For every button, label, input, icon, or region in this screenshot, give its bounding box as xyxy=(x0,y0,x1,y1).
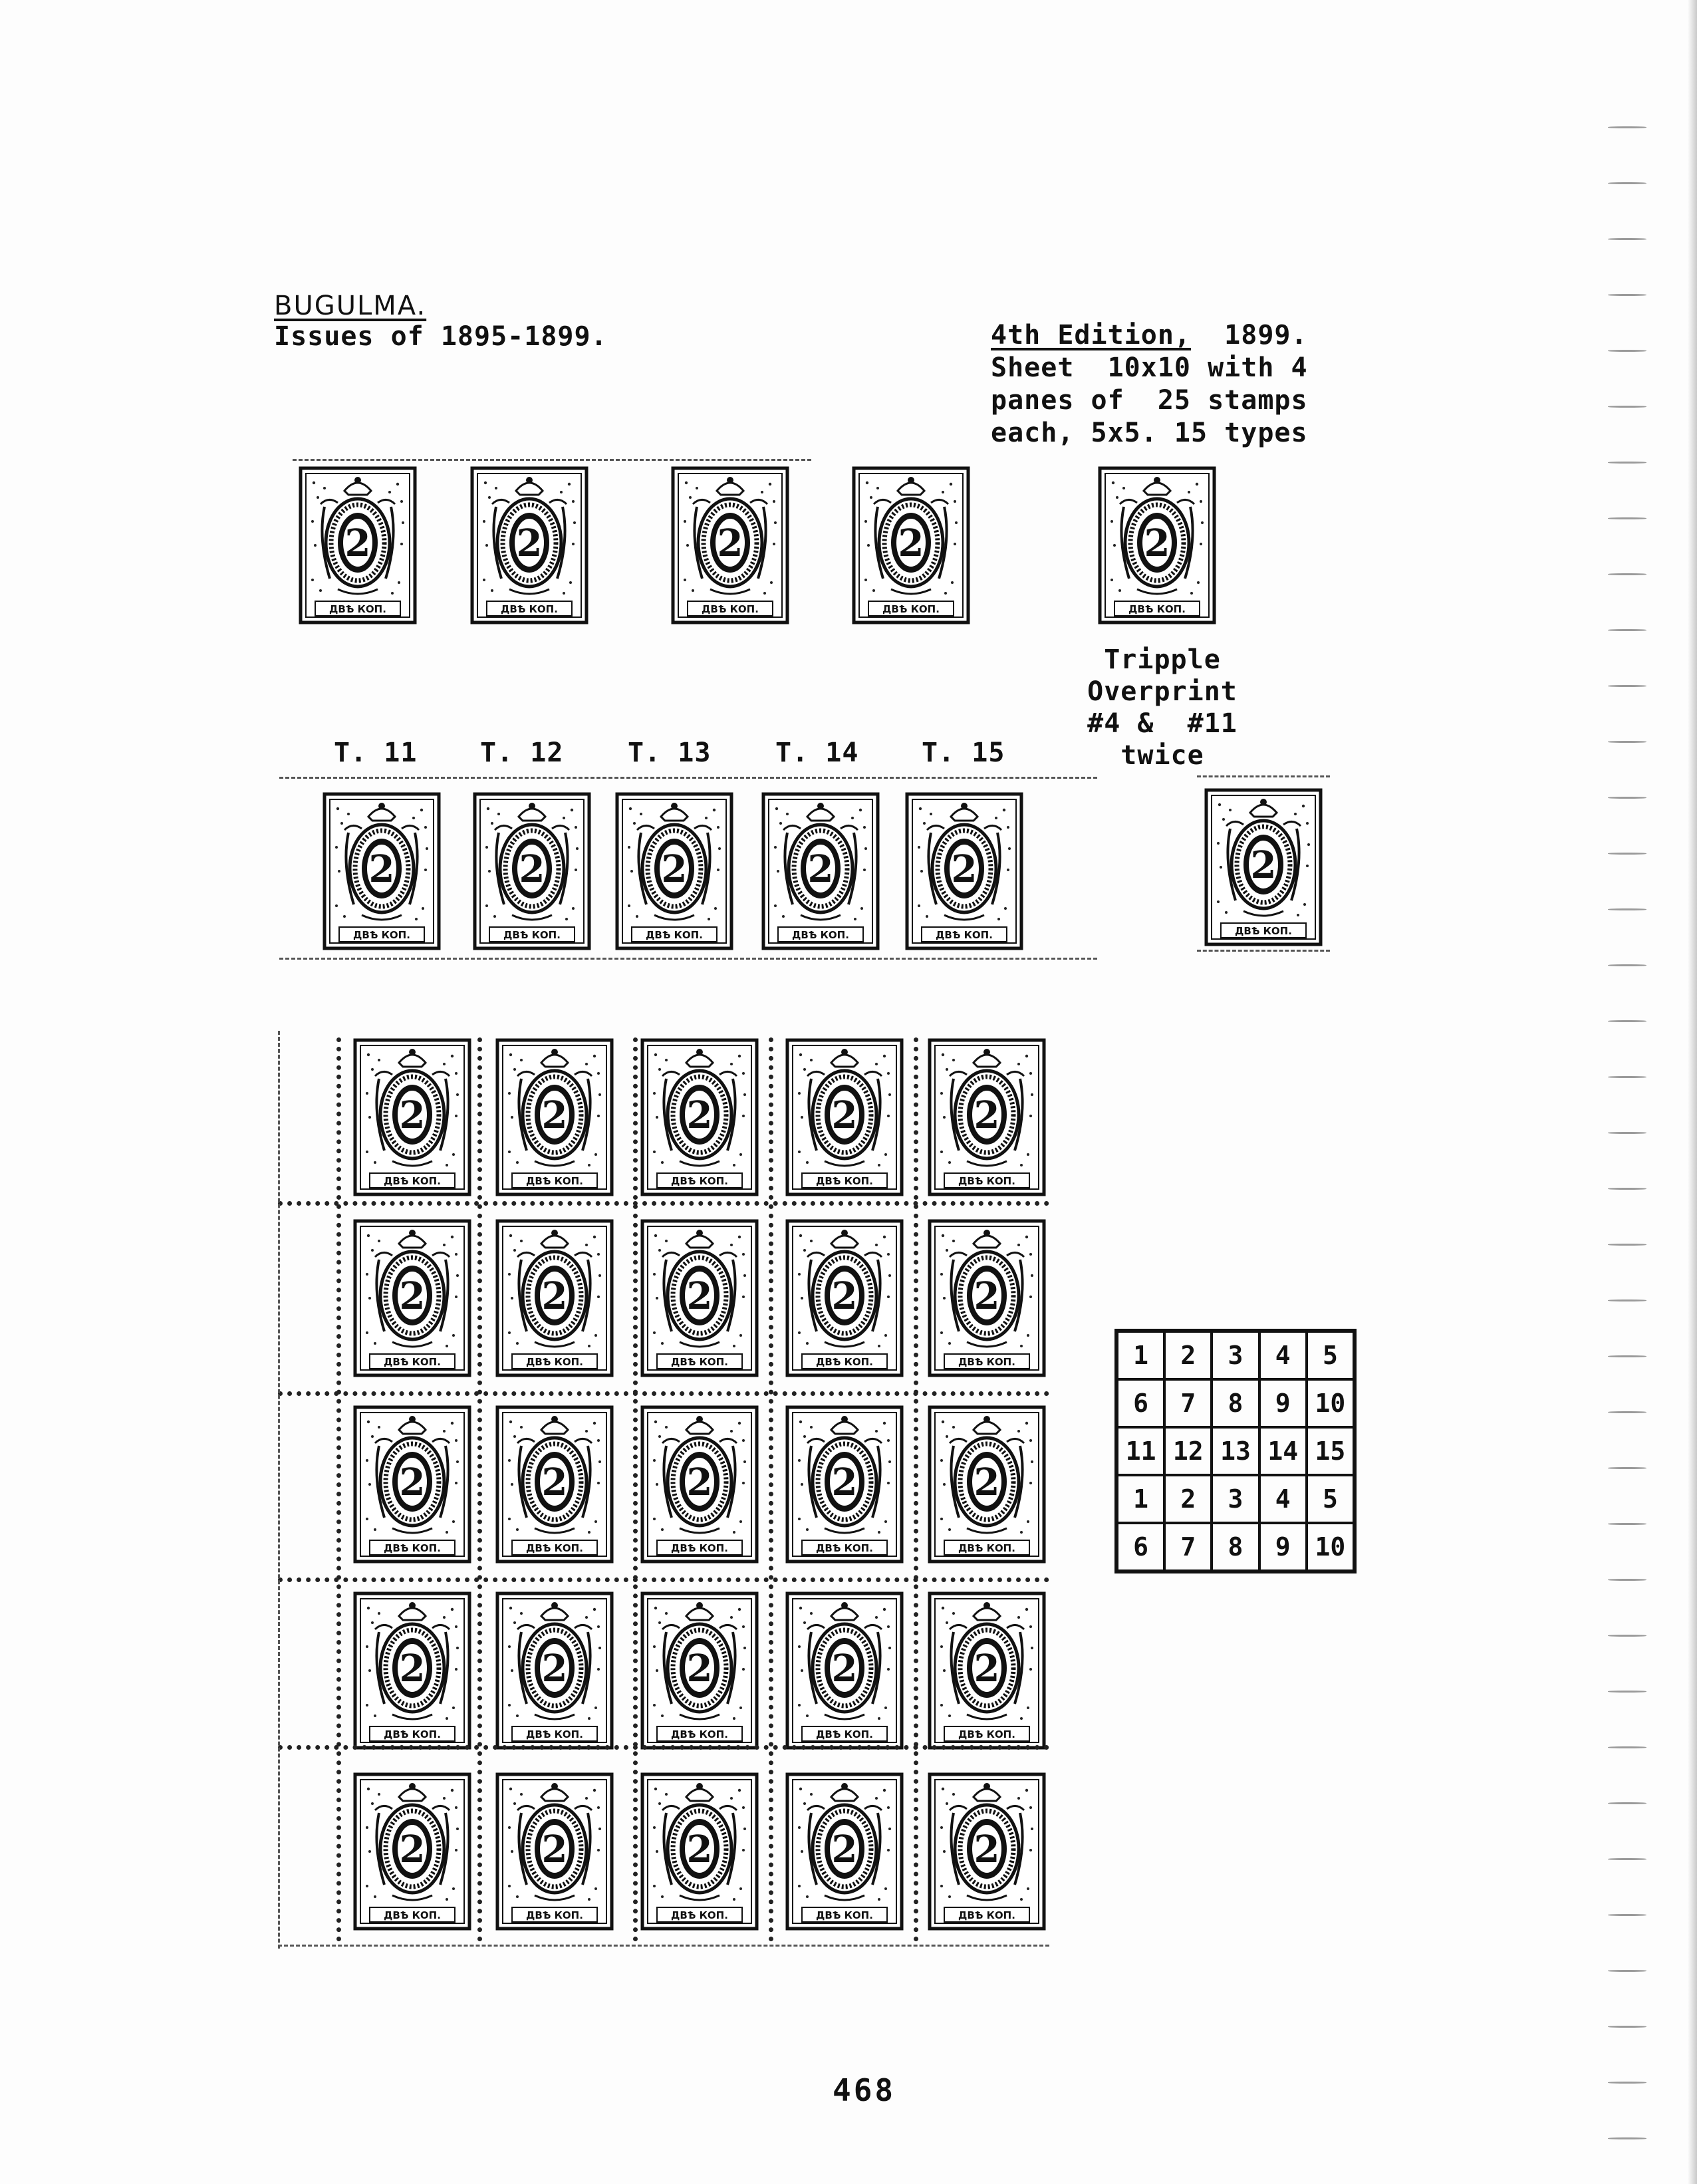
type-grid-cell: 3 xyxy=(1212,1475,1259,1523)
stamp-caption: ДВѢ КОП. xyxy=(671,1356,728,1368)
pane-stamp xyxy=(495,1037,614,1197)
stamp-type xyxy=(472,791,592,951)
stamp-type xyxy=(761,791,880,951)
stamp-denomination: 2 xyxy=(831,1647,858,1691)
stamp-artwork xyxy=(761,791,880,951)
stamp-caption: ДВѢ КОП. xyxy=(1235,925,1292,937)
stamp-denomination: 2 xyxy=(516,521,543,565)
stamp-artwork xyxy=(904,791,1024,951)
type-label: T. 15 xyxy=(922,738,1005,768)
stamp-denomination: 2 xyxy=(661,847,688,891)
stamp-caption: ДВѢ КОП. xyxy=(958,1542,1015,1554)
stamp-artwork xyxy=(614,791,734,951)
binder-tick xyxy=(1608,2137,1646,2139)
stamp-denomination: 2 xyxy=(344,521,371,565)
type-position-grid xyxy=(1114,1329,1357,1573)
stamp-artwork xyxy=(927,1218,1047,1378)
stamp-denomination: 2 xyxy=(399,1274,426,1318)
pane-stamp xyxy=(640,1037,759,1197)
stamp-caption: ДВѢ КОП. xyxy=(384,1909,441,1921)
stamp-denomination: 2 xyxy=(831,1274,858,1318)
edition-name: 4th Edition, xyxy=(991,320,1191,350)
type-grid-cell: 6 xyxy=(1117,1523,1164,1571)
overprint-edge-top xyxy=(1197,775,1330,777)
stamp-artwork xyxy=(1097,466,1217,625)
stamp-denomination: 2 xyxy=(399,1460,426,1504)
page-title: BUGULMA. xyxy=(274,291,427,321)
stamp-caption: ДВѢ КОП. xyxy=(526,1175,583,1187)
stamp-caption: ДВѢ КОП. xyxy=(882,603,940,615)
stamp-artwork xyxy=(495,1591,614,1750)
stamp-artwork xyxy=(851,466,971,625)
type-label: T. 14 xyxy=(775,738,859,768)
type-grid-cell: 3 xyxy=(1212,1331,1259,1379)
binder-tick xyxy=(1608,1299,1646,1301)
stamp-caption: ДВѢ КОП. xyxy=(329,603,386,615)
stamp-denomination: 2 xyxy=(519,847,545,891)
stamp-artwork xyxy=(640,1037,759,1197)
stamp-caption: ДВѢ КОП. xyxy=(646,929,703,941)
stamp-single xyxy=(851,466,971,625)
binder-tick xyxy=(1608,462,1646,464)
pane-perforation-row xyxy=(278,1391,1049,1396)
stamp-artwork xyxy=(495,1218,614,1378)
pane-stamp xyxy=(495,1405,614,1564)
stamp-artwork xyxy=(472,791,592,951)
edition-line: each, 5x5. 15 types xyxy=(991,418,1308,448)
stamp-denomination: 2 xyxy=(1250,843,1277,887)
stamp-type xyxy=(322,791,442,951)
type-grid-cell: 7 xyxy=(1164,1523,1212,1571)
pane-stamp xyxy=(927,1405,1047,1564)
stamp-artwork xyxy=(785,1037,904,1197)
stamp-denomination: 2 xyxy=(831,1093,858,1137)
binder-tick xyxy=(1608,797,1646,799)
stamp-overprint xyxy=(1204,787,1323,947)
type-grid-cell: 1 xyxy=(1117,1331,1164,1379)
pane-stamp xyxy=(640,1218,759,1378)
stamp-single xyxy=(298,466,418,625)
type-grid-cell: 1 xyxy=(1117,1475,1164,1523)
binder-tick xyxy=(1608,1802,1646,1804)
pane-stamp xyxy=(495,1591,614,1750)
stamp-artwork xyxy=(640,1772,759,1931)
stamp-denomination: 2 xyxy=(399,1093,426,1137)
pane-stamp xyxy=(927,1591,1047,1750)
binder-tick xyxy=(1608,1020,1646,1022)
type-grid-cell: 7 xyxy=(1164,1379,1212,1427)
stamp-caption: ДВѢ КОП. xyxy=(671,1542,728,1554)
stamp-caption: ДВѢ КОП. xyxy=(958,1728,1015,1740)
strip-edge-top xyxy=(279,777,1097,779)
type-grid-cell: 12 xyxy=(1164,1427,1212,1475)
binder-tick xyxy=(1608,1244,1646,1246)
stamp-artwork xyxy=(495,1037,614,1197)
binder-tick xyxy=(1608,1188,1646,1190)
pane-stamp xyxy=(927,1772,1047,1931)
type-grid-cell: 10 xyxy=(1307,1379,1354,1427)
binder-tick xyxy=(1608,182,1646,184)
pane-stamp xyxy=(785,1218,904,1378)
type-grid-cell: 14 xyxy=(1259,1427,1307,1475)
pane-stamp xyxy=(352,1591,472,1750)
edition-year: 1899. xyxy=(1224,320,1308,350)
stamp-artwork xyxy=(1204,787,1323,947)
pane-stamp xyxy=(927,1037,1047,1197)
stamp-artwork xyxy=(670,466,790,625)
stamp-type xyxy=(614,791,734,951)
stamp-caption: ДВѢ КОП. xyxy=(671,1909,728,1921)
pane-stamp xyxy=(927,1218,1047,1378)
pane-stamp xyxy=(495,1218,614,1378)
edition-heading xyxy=(991,322,1308,348)
type-grid-cell: 13 xyxy=(1212,1427,1259,1475)
binder-tick xyxy=(1608,517,1646,519)
pane-stamp xyxy=(352,1218,472,1378)
stamp-type xyxy=(904,791,1024,951)
type-grid-cell: 2 xyxy=(1164,1475,1212,1523)
stamp-denomination: 2 xyxy=(541,1274,568,1318)
stamp-caption: ДВѢ КОП. xyxy=(816,1909,873,1921)
pane-perforation-col xyxy=(477,1037,482,1942)
stamp-artwork xyxy=(322,791,442,951)
stamp-denomination: 2 xyxy=(541,1093,568,1137)
stamp-denomination: 2 xyxy=(951,847,978,891)
binder-tick xyxy=(1608,1579,1646,1581)
stamp-caption: ДВѢ КОП. xyxy=(384,1175,441,1187)
stamp-denomination: 2 xyxy=(399,1647,426,1691)
type-grid-cell: 11 xyxy=(1117,1427,1164,1475)
stamp-caption: ДВѢ КОП. xyxy=(1128,603,1186,615)
stamp-caption: ДВѢ КОП. xyxy=(816,1728,873,1740)
binder-tick xyxy=(1608,1746,1646,1748)
binder-tick xyxy=(1608,2082,1646,2084)
binder-tick xyxy=(1608,1858,1646,1860)
stamp-denomination: 2 xyxy=(686,1274,713,1318)
stamp-artwork xyxy=(785,1772,904,1931)
pane-stamp xyxy=(785,1037,904,1197)
scan-edge xyxy=(293,459,811,461)
binder-tick xyxy=(1608,629,1646,631)
stamp-artwork xyxy=(298,466,418,625)
stamp-artwork xyxy=(352,1405,472,1564)
binder-tick xyxy=(1608,350,1646,352)
stamp-denomination: 2 xyxy=(686,1647,713,1691)
stamp-denomination: 2 xyxy=(686,1093,713,1137)
stamp-caption: ДВѢ КОП. xyxy=(816,1542,873,1554)
pane-stamp xyxy=(352,1037,472,1197)
binder-tick xyxy=(1608,1132,1646,1134)
overprint-note-line: twice xyxy=(1120,740,1204,771)
type-grid-cell: 4 xyxy=(1259,1475,1307,1523)
stamp-artwork xyxy=(495,1772,614,1931)
stamp-caption: ДВѢ КОП. xyxy=(936,929,993,941)
binder-tick xyxy=(1608,1355,1646,1357)
page-number: 468 xyxy=(833,2072,896,2108)
type-grid-cell: 6 xyxy=(1117,1379,1164,1427)
overprint-note-line: Tripple xyxy=(1104,644,1221,675)
overprint-edge-bottom xyxy=(1197,950,1330,952)
stamp-denomination: 2 xyxy=(368,847,395,891)
stamp-single xyxy=(469,466,589,625)
edition-line: Sheet 10x10 with 4 xyxy=(991,352,1308,383)
stamp-caption: ДВѢ КОП. xyxy=(384,1728,441,1740)
stamp-caption: ДВѢ КОП. xyxy=(526,1728,583,1740)
stamp-denomination: 2 xyxy=(974,1274,1000,1318)
stamp-artwork xyxy=(785,1591,904,1750)
binder-tick xyxy=(1608,853,1646,855)
binder-tick xyxy=(1608,1467,1646,1469)
overprint-note-line: #4 & #11 xyxy=(1087,708,1238,739)
stamp-artwork xyxy=(640,1405,759,1564)
stamp-caption: ДВѢ КОП. xyxy=(702,603,759,615)
pane-stamp xyxy=(352,1772,472,1931)
stamp-caption: ДВѢ КОП. xyxy=(816,1175,873,1187)
stamp-denomination: 2 xyxy=(686,1828,713,1871)
binder-tick xyxy=(1608,294,1646,296)
type-grid-cell: 9 xyxy=(1259,1379,1307,1427)
type-grid-cell: 5 xyxy=(1307,1475,1354,1523)
stamp-denomination: 2 xyxy=(541,1460,568,1504)
binder-tick xyxy=(1608,573,1646,575)
type-label: T. 11 xyxy=(334,738,418,768)
stamp-caption: ДВѢ КОП. xyxy=(384,1542,441,1554)
type-grid-cell: 9 xyxy=(1259,1523,1307,1571)
stamp-denomination: 2 xyxy=(831,1460,858,1504)
type-grid-cell: 2 xyxy=(1164,1331,1212,1379)
binder-tick xyxy=(1608,741,1646,743)
stamp-denomination: 2 xyxy=(1144,521,1170,565)
pane-perforation-col xyxy=(769,1037,773,1942)
stamp-single xyxy=(670,466,790,625)
type-grid-cell: 8 xyxy=(1212,1523,1259,1571)
binder-tick xyxy=(1608,685,1646,687)
binder-tick xyxy=(1608,1076,1646,1078)
stamp-denomination: 2 xyxy=(807,847,834,891)
stamp-denomination: 2 xyxy=(831,1828,858,1871)
pane-stamp xyxy=(640,1405,759,1564)
stamp-artwork xyxy=(785,1218,904,1378)
stamp-denomination: 2 xyxy=(974,1647,1000,1691)
binder-tick xyxy=(1608,1691,1646,1693)
binder-tick xyxy=(1608,1970,1646,1972)
stamp-denomination: 2 xyxy=(686,1460,713,1504)
stamp-artwork xyxy=(785,1405,904,1564)
stamp-denomination: 2 xyxy=(399,1828,426,1871)
stamp-caption: ДВѢ КОП. xyxy=(958,1909,1015,1921)
pane-stamp xyxy=(785,1772,904,1931)
stamp-denomination: 2 xyxy=(717,521,743,565)
stamp-caption: ДВѢ КОП. xyxy=(501,603,558,615)
stamp-caption: ДВѢ КОП. xyxy=(526,1356,583,1368)
stamp-caption: ДВѢ КОП. xyxy=(526,1909,583,1921)
stamp-artwork xyxy=(352,1218,472,1378)
stamp-artwork xyxy=(352,1772,472,1931)
pane-stamp xyxy=(785,1405,904,1564)
stamp-denomination: 2 xyxy=(898,521,924,565)
stamp-caption: ДВѢ КОП. xyxy=(816,1356,873,1368)
pane-stamp xyxy=(640,1772,759,1931)
stamp-artwork xyxy=(640,1591,759,1750)
stamp-denomination: 2 xyxy=(541,1828,568,1871)
strip-edge-bottom xyxy=(279,958,1097,960)
pane-stamp xyxy=(785,1591,904,1750)
stamp-caption: ДВѢ КОП. xyxy=(503,929,561,941)
stamp-denomination: 2 xyxy=(974,1093,1000,1137)
stamp-caption: ДВѢ КОП. xyxy=(671,1728,728,1740)
stamp-denomination: 2 xyxy=(974,1460,1000,1504)
stamp-denomination: 2 xyxy=(974,1828,1000,1871)
stamp-caption: ДВѢ КОП. xyxy=(958,1175,1015,1187)
stamp-artwork xyxy=(927,1037,1047,1197)
pane-stamp xyxy=(495,1772,614,1931)
stamp-artwork xyxy=(469,466,589,625)
type-grid-cell: 5 xyxy=(1307,1331,1354,1379)
pane-stamp xyxy=(352,1405,472,1564)
sheet-bottom-edge xyxy=(278,1945,1049,1947)
pane-perforation-row xyxy=(278,1745,1049,1750)
pane-perforation-row xyxy=(278,1201,1049,1206)
stamp-artwork xyxy=(927,1591,1047,1750)
stamp-artwork xyxy=(352,1037,472,1197)
stamp-caption: ДВѢ КОП. xyxy=(792,929,849,941)
overprint-note-line: Overprint xyxy=(1087,676,1238,707)
type-grid-cell: 10 xyxy=(1307,1523,1354,1571)
binder-tick xyxy=(1608,1523,1646,1525)
sheet-margin-edge xyxy=(278,1031,280,1949)
stamp-artwork xyxy=(927,1405,1047,1564)
stamp-artwork xyxy=(495,1405,614,1564)
stamp-caption: ДВѢ КОП. xyxy=(526,1542,583,1554)
binder-tick xyxy=(1608,406,1646,408)
type-grid-cell: 15 xyxy=(1307,1427,1354,1475)
binder-tick xyxy=(1608,2026,1646,2028)
binder-tick xyxy=(1608,1635,1646,1637)
binder-tick xyxy=(1608,964,1646,966)
type-grid-cell: 4 xyxy=(1259,1331,1307,1379)
stamp-single xyxy=(1097,466,1217,625)
stamp-caption: ДВѢ КОП. xyxy=(384,1356,441,1368)
page-subtitle: Issues of 1895-1899. xyxy=(274,321,608,352)
stamp-caption: ДВѢ КОП. xyxy=(671,1175,728,1187)
pane-perforation-col xyxy=(914,1037,918,1942)
type-label: T. 12 xyxy=(480,738,564,768)
binder-tick xyxy=(1608,1914,1646,1916)
binder-tick xyxy=(1608,1411,1646,1413)
pane-stamp xyxy=(640,1591,759,1750)
edition-line: panes of 25 stamps xyxy=(991,385,1308,416)
stamp-artwork xyxy=(352,1591,472,1750)
pane-perforation-row xyxy=(278,1577,1049,1582)
binder-tick xyxy=(1608,126,1646,128)
binder-tick xyxy=(1608,908,1646,910)
stamp-artwork xyxy=(640,1218,759,1378)
pane-perforation-col xyxy=(336,1037,341,1942)
stamp-caption: ДВѢ КОП. xyxy=(958,1356,1015,1368)
type-grid-cell: 8 xyxy=(1212,1379,1259,1427)
stamp-denomination: 2 xyxy=(541,1647,568,1691)
pane-perforation-col xyxy=(633,1037,638,1942)
stamp-caption: ДВѢ КОП. xyxy=(353,929,410,941)
stamp-artwork xyxy=(927,1772,1047,1931)
binder-tick xyxy=(1608,238,1646,240)
page-edge-shadow xyxy=(1688,0,1697,2184)
type-label: T. 13 xyxy=(628,738,712,768)
